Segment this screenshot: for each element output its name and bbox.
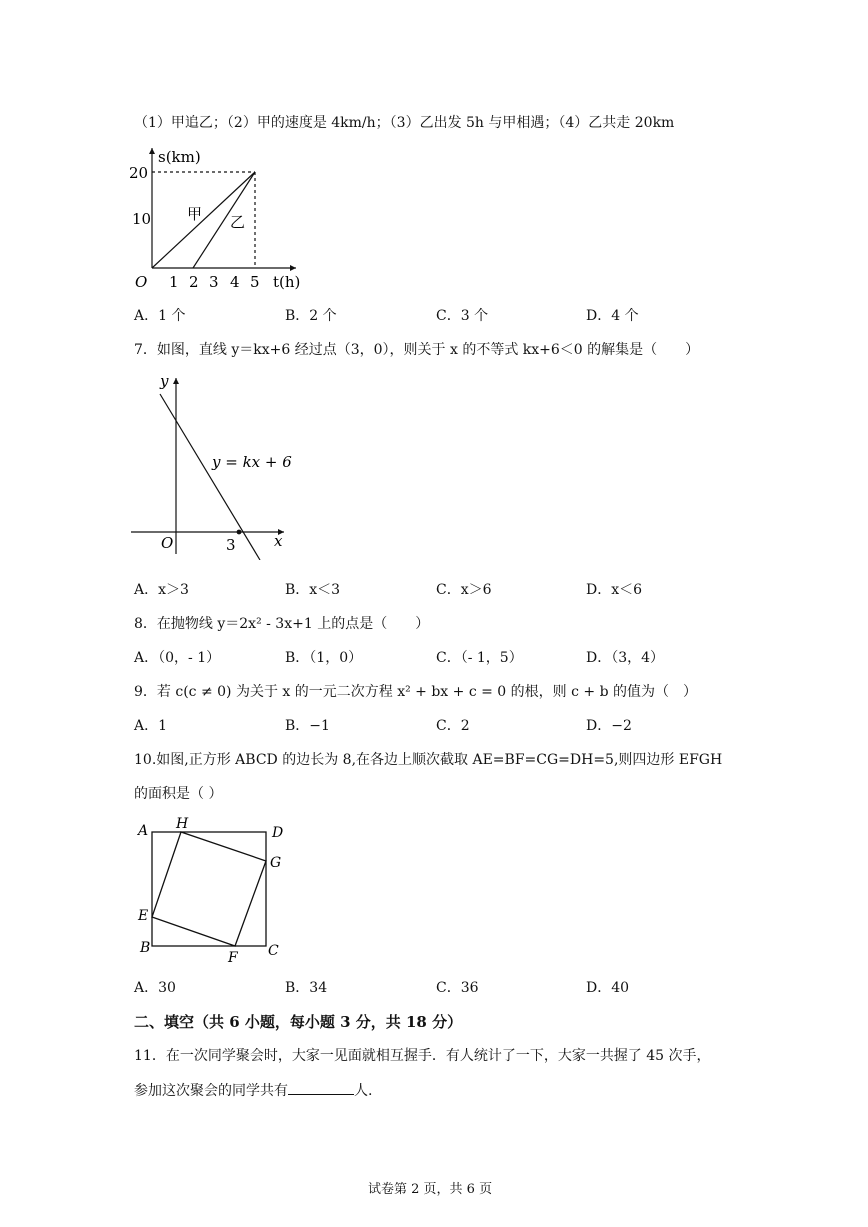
q6-option-d: D．4 个 [586, 308, 639, 324]
q6-x-tick-3: 3 [209, 273, 219, 291]
q7-line-kx6 [160, 394, 260, 560]
q6-option-a: A．1 个 [134, 308, 186, 324]
section-2-title: 二、填空（共 6 小题，每小题 3 分，共 18 分） [134, 1013, 463, 1031]
q6-y-tick-10: 10 [132, 210, 152, 228]
q9-option-a: A．1 [134, 718, 168, 734]
q8-option-c: C．（- 1，5） [436, 650, 523, 666]
q10-label-e: E [138, 908, 149, 924]
q7-y-arrow-icon [173, 378, 179, 384]
q6-y-arrow-icon [149, 148, 155, 154]
q6-x-tick-2: 2 [189, 273, 199, 291]
q10-option-a: A．30 [134, 980, 176, 996]
q7-option-d: D．x＜6 [586, 582, 643, 598]
q7-option-a: A．x＞3 [134, 582, 189, 598]
q6-x-tick-5: 5 [250, 273, 260, 291]
q10-label-f: F [228, 950, 238, 966]
q9-option-c: C．2 [436, 718, 470, 734]
q8-option-a: A．（0，- 1） [134, 650, 221, 666]
q7-stem: 7．如图，直线 y＝kx+6 经过点（3，0），则关于 x 的不等式 kx+6＜0 的解集是（ ） [134, 342, 700, 358]
q6-x-label: t(h) [273, 273, 301, 291]
q11-line2 [134, 1080, 372, 1101]
q10-label-c: C [268, 943, 279, 959]
q7-option-c: C．x＞6 [436, 582, 492, 598]
page-footer: 试卷第 2 页，共 6 页 [368, 1182, 493, 1197]
q7-origin-label: O [161, 534, 174, 552]
q7-x-label: x [274, 532, 283, 550]
q6-origin-label: O [135, 273, 148, 291]
q6-x-tick-4: 4 [230, 273, 240, 291]
q7-y-label: y [160, 372, 169, 390]
q10-label-g: G [270, 855, 282, 871]
q7-option-b: B．x＜3 [285, 582, 341, 598]
q9-option-d: D．−2 [586, 718, 632, 734]
q10-square-abcd [152, 832, 266, 946]
q11-line2-before: 参加这次聚会的同学共有 [134, 1083, 288, 1099]
q6-x-tick-1: 1 [169, 273, 179, 291]
q6-y-tick-20: 20 [129, 164, 149, 182]
q9-option-b: B．−1 [285, 718, 330, 734]
q7-point-label: 3 [226, 536, 236, 554]
q6-label-jia: 甲 [187, 205, 203, 223]
q7-line-graph-figure [126, 370, 306, 560]
q8-option-b: B．（1，0） [285, 650, 363, 666]
q10-square-figure [132, 815, 292, 967]
q10-stem-line2: 的面积是（ ） [134, 786, 223, 802]
q10-option-c: C．36 [436, 980, 479, 996]
q10-label-a: A [138, 823, 149, 839]
q7-point-3-0 [237, 530, 242, 535]
q6-option-c: C．3 个 [436, 308, 489, 324]
q6-line-yi [193, 172, 255, 268]
q10-label-h: H [176, 816, 189, 832]
q8-stem: 8．在抛物线 y＝2x² - 3x+1 上的点是（ ） [134, 616, 430, 632]
q10-option-b: B．34 [285, 980, 328, 996]
q10-label-d: D [272, 825, 284, 841]
q6-x-arrow-icon [290, 265, 296, 271]
q10-option-d: D．40 [586, 980, 630, 996]
q11-line2-after: 人. [354, 1083, 373, 1099]
q6-y-label: s(km) [158, 148, 201, 166]
q6-option-b: B．2 个 [285, 308, 337, 324]
q10-quadrilateral-efgh [152, 832, 266, 946]
q10-label-b: B [140, 940, 151, 956]
q9-stem: 9．若 c(c ≠ 0) 为关于 x 的一元二次方程 x² + bx + c = 0 的根，则 c + b 的值为（ ） [134, 684, 697, 700]
q11-answer-blank [288, 1080, 354, 1095]
q6-distance-time-figure [126, 142, 316, 294]
q6-label-yi: 乙 [230, 213, 246, 231]
q7-line-label: y = kx + 6 [212, 453, 292, 471]
q11-line1: 11．在一次同学聚会时，大家一见面就相互握手．有人统计了一下，大家一共握了 45 次手， [134, 1048, 711, 1064]
q6-statements: （1）甲追乙；（2）甲的速度是 4km/h；（3）乙出发 5h 与甲相遇；（4）乙共走 20km [134, 115, 675, 131]
q8-option-d: D．（3，4） [586, 650, 665, 666]
q10-stem-line1: 10.如图,正方形 ABCD 的边长为 8,在各边上顺次截取 AE=BF=CG=DH=5,则四边形 EFGH [134, 752, 723, 768]
